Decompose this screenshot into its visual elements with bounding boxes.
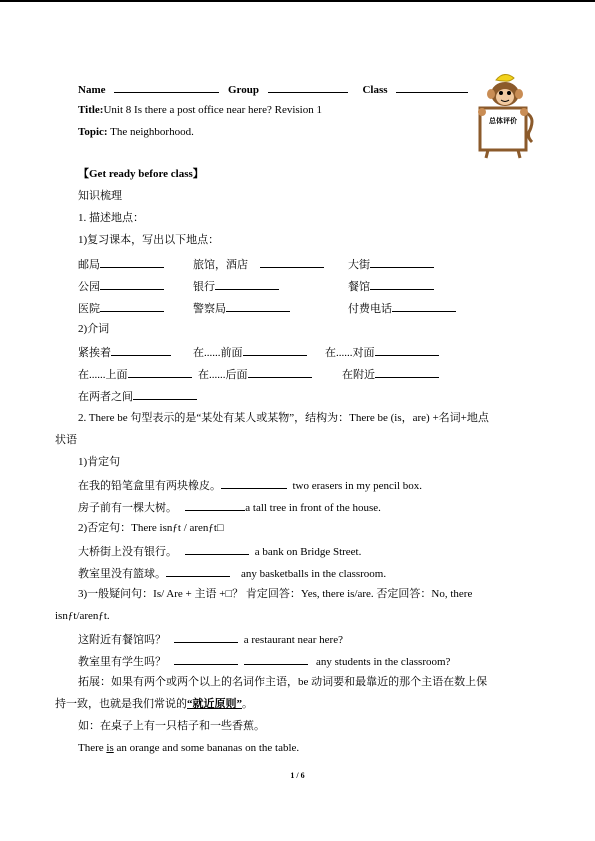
prep-row-2-c: 在附近 bbox=[342, 366, 439, 382]
answer-blank[interactable] bbox=[370, 278, 434, 290]
answer-blank[interactable] bbox=[392, 300, 456, 312]
topic-label: Topic: bbox=[78, 126, 108, 138]
answer-blank[interactable] bbox=[244, 653, 308, 665]
section-heading: 【Get ready before class】 bbox=[78, 168, 204, 180]
answer-blank[interactable] bbox=[370, 256, 434, 268]
neg-example-2: 教室里没有篮球。 any basketballs in the classroom. bbox=[78, 565, 386, 581]
item-1: 1. 描述地点： bbox=[78, 212, 144, 224]
answer-blank[interactable] bbox=[243, 344, 307, 356]
class-blank[interactable] bbox=[396, 81, 468, 93]
question-example-1: 这附近有餐馆吗？ a restaurant near here? bbox=[78, 631, 343, 647]
answer-blank[interactable] bbox=[185, 499, 245, 511]
answer-blank[interactable] bbox=[128, 366, 192, 378]
affirm-example-1: 在我的铅笔盒里有两块橡皮。 two erasers in my pencil box. bbox=[78, 477, 422, 493]
topic-text: The neighborhood. bbox=[110, 126, 194, 138]
proximity-rule: “就近原则” bbox=[187, 698, 242, 710]
sub-item-1: 1)复习课本，写出以下地点： bbox=[78, 234, 220, 246]
answer-blank[interactable] bbox=[100, 300, 164, 312]
answer-blank[interactable] bbox=[185, 543, 249, 555]
title-label: Title: bbox=[78, 104, 104, 116]
monkey-mascot-icon bbox=[474, 72, 536, 160]
places-row-2: 公园 bbox=[78, 278, 164, 294]
answer-blank[interactable] bbox=[215, 278, 279, 290]
page-number: 1 / 6 bbox=[290, 771, 305, 780]
question-line-1: 3)一般疑问句：Is/ Are + 主语 +□？ 肯定回答：Yes, there is/are. 否定回答：No, there bbox=[78, 588, 473, 600]
topic-line bbox=[78, 125, 194, 139]
answer-blank[interactable] bbox=[100, 256, 164, 268]
extension-line-1: 拓展：如果有两个或两个以上的名词作主语，be 动词要和最靠近的那个主语在数上保 bbox=[78, 676, 488, 688]
prep-row-3: 在两者之间 bbox=[78, 388, 197, 404]
knowledge-label: 知识梳理 bbox=[78, 190, 122, 202]
prep-row-1-b: 在......前面 bbox=[193, 344, 307, 360]
top-rule bbox=[0, 0, 595, 2]
answer-blank[interactable] bbox=[133, 388, 197, 400]
badge-text: 总体评价 bbox=[489, 117, 517, 125]
prep-row-1-c: 在......对面 bbox=[325, 344, 439, 360]
extension-line-2: 持一致，也就是我们常说的“就近原则”。 bbox=[55, 698, 253, 710]
answer-blank[interactable] bbox=[248, 366, 312, 378]
places-row-3: 医院 bbox=[78, 300, 164, 316]
places-row-3-c: 付费电话 bbox=[348, 300, 456, 316]
answer-blank[interactable] bbox=[111, 344, 171, 356]
answer-blank[interactable] bbox=[375, 344, 439, 356]
places-row-3-b: 警察局 bbox=[193, 300, 290, 316]
neg-example-1: 大桥街上没有银行。 a bank on Bridge Street. bbox=[78, 543, 361, 559]
title-line bbox=[78, 103, 322, 117]
answer-blank[interactable] bbox=[260, 256, 324, 268]
question-example-2: 教室里有学生吗？ any students in the classroom? bbox=[78, 653, 450, 669]
answer-blank[interactable] bbox=[221, 477, 287, 489]
answer-blank[interactable] bbox=[166, 565, 230, 577]
group-label: Group bbox=[228, 84, 259, 96]
answer-blank[interactable] bbox=[100, 278, 164, 290]
neg-heading: 2)否定句：There isnƒt / arenƒt□ bbox=[78, 522, 224, 534]
answer-blank[interactable] bbox=[226, 300, 290, 312]
affirm-heading: 1)肯定句 bbox=[78, 456, 121, 468]
answer-blank[interactable] bbox=[375, 366, 439, 378]
example-cn: 如：在桌子上有一只桔子和一些香蕉。 bbox=[78, 720, 265, 732]
question-line-2: isnƒt/arenƒt. bbox=[55, 610, 110, 622]
sub-item-2: 2)介词 bbox=[78, 323, 110, 335]
header-fields bbox=[78, 81, 468, 97]
places-row-1-c: 大街 bbox=[348, 256, 434, 272]
answer-blank[interactable] bbox=[174, 631, 238, 643]
places-row-1: 邮局 bbox=[78, 256, 164, 272]
prep-row-2: 在......上面 bbox=[78, 366, 192, 382]
group-blank[interactable] bbox=[268, 81, 348, 93]
answer-blank[interactable] bbox=[174, 653, 238, 665]
affirm-example-2: 房子前有一棵大树。 a tall tree in front of the house. bbox=[78, 499, 381, 515]
item-2-line-1: 2. There be 句型表示的是“某处有某人或某物”，结构为：There be (is，are) +名词+地点 bbox=[78, 412, 489, 424]
example-en: There is an orange and some bananas on the table. bbox=[78, 742, 300, 754]
prep-row-2-b: 在......后面 bbox=[198, 366, 312, 382]
title-text: Unit 8 Is there a post office near here? Revision 1 bbox=[103, 104, 322, 116]
prep-row-1: 紧挨着 bbox=[78, 344, 171, 360]
places-row-2-b: 银行 bbox=[193, 278, 279, 294]
name-blank[interactable] bbox=[114, 81, 219, 93]
places-row-2-c: 餐馆 bbox=[348, 278, 434, 294]
class-label: Class bbox=[362, 84, 388, 96]
places-row-1-b: 旅馆，酒店 bbox=[193, 256, 324, 272]
name-label: Name bbox=[78, 84, 106, 96]
item-2-line-2: 状语 bbox=[55, 434, 77, 446]
